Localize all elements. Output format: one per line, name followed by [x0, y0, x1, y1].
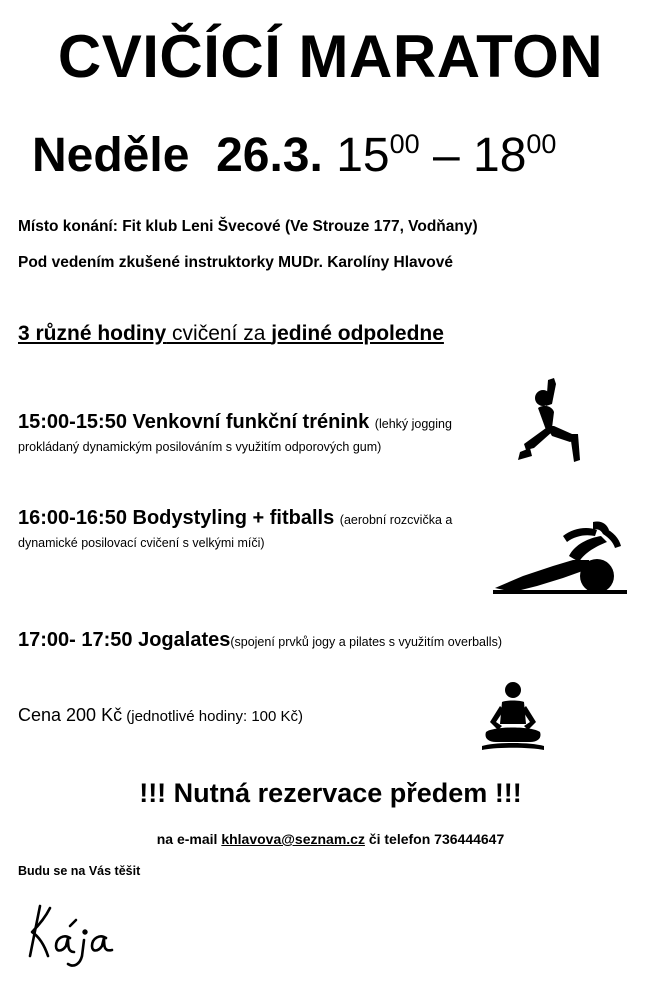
headline-part3: jediné odpoledne [271, 322, 444, 345]
headline-part1: 3 různé hodiny [18, 322, 167, 345]
session-1 [18, 411, 452, 454]
session-2-title: 16:00-16:50 Bodystyling + fitballs [18, 507, 340, 529]
page-title: CVIČÍCÍ MARATON [57, 23, 604, 90]
session-1-desc-a: (lehký jogging [374, 417, 452, 431]
venue-line: Místo konání: Fit klub Leni Švecové (Ve Strouze 177, Vodňany) [18, 218, 478, 235]
session-3-title-line [18, 629, 502, 652]
session-2-desc-a: (aerobní rozcvička a [339, 513, 453, 527]
lunge-figure-icon [512, 378, 588, 464]
session-2-title-line [18, 507, 452, 530]
price-line [18, 705, 303, 726]
session-1-title-line [18, 411, 452, 434]
meditation-icon [480, 680, 546, 752]
session-2 [18, 507, 452, 550]
instructor-line: Pod vedením zkušené instruktorky MUDr. Karolíny Hlavové [18, 254, 453, 271]
start-hour: 15 [336, 129, 390, 182]
email-link[interactable]: khlavova@seznam.cz [221, 831, 365, 847]
session-2-desc-b: dynamické posilovací cvičení s velkými míči) [18, 536, 265, 550]
event-date [32, 128, 556, 183]
price-main: Cena 200 Kč [18, 705, 123, 725]
reservation-notice: !!! Nutná rezervace předem !!! [139, 778, 522, 808]
closing-line: Budu se na Vás těšit [18, 864, 141, 878]
end-minutes: 00 [526, 129, 557, 159]
phone-number: 736444647 [434, 831, 505, 847]
headline-part2: cvičení za [166, 322, 272, 345]
session-1-desc-b: prokládaný dynamickým posilováním s využitím odporových gum) [18, 440, 382, 454]
session-3-title: 17:00- 17:50 Jogalates [18, 629, 231, 651]
event-day: Neděle [32, 129, 190, 182]
headline [18, 322, 444, 346]
contact-middle: či telefon [364, 831, 435, 847]
event-date-value: 26.3. [216, 129, 323, 182]
fitball-stretch-icon [493, 520, 627, 598]
session-3 [18, 629, 502, 652]
contact-line [0, 831, 661, 847]
session-1-title: 15:00-15:50 Venkovní funkční trénink [18, 411, 375, 433]
end-hour: 18 [473, 129, 527, 182]
session-3-desc-a: (spojení prvků jogy a pilates s využitím overballs) [230, 635, 502, 649]
time-dash: – [432, 129, 460, 182]
contact-prefix: na e-mail [156, 831, 222, 847]
signature-icon [22, 898, 134, 970]
price-note: (jednotlivé hodiny: 100 Kč) [122, 708, 304, 725]
start-minutes: 00 [389, 129, 420, 159]
